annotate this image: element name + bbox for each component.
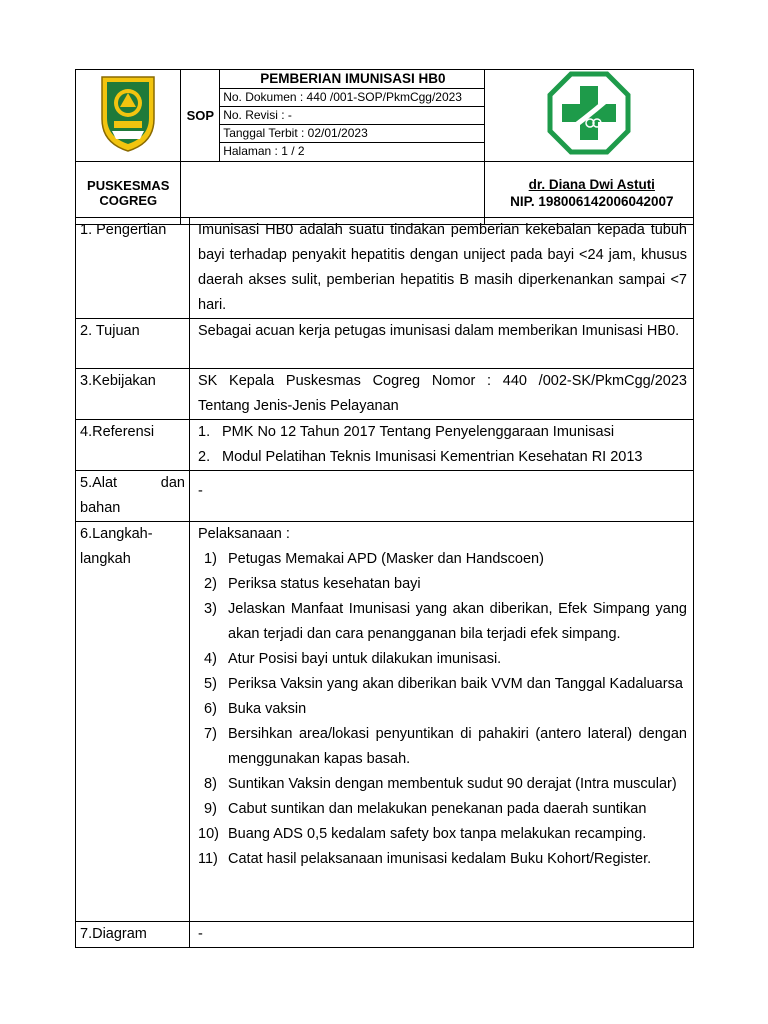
list-item: 4) Atur Posisi bayi untuk dilakukan imunisasi. [204,651,502,667]
issue-date: Tanggal Terbit : 02/01/2023 [220,125,483,143]
sop-document [75,69,694,955]
list-item: 1) Petugas Memakai APD (Masker dan Handscoen) [204,551,544,567]
section-label-pengertian: 1. Pengertian [76,218,190,319]
list-item: 2) Periksa status kesehatan bayi [204,576,421,592]
list-item: 8) Suntikan Vaksin dengan membentuk sudut 90 derajat (Intra muscular) [204,776,677,792]
page-number: Halaman : 1 / 2 [223,144,305,158]
list-item: 5) Periksa Vaksin yang akan diberikan baik VVM dan Tanggal Kadaluarsa [204,676,683,692]
list-item: 7) Bersihkan area/lokasi penyuntikan di pahakiri (antero lateral) dengan menggunakan kapas basah. [204,726,687,767]
section-text-diagram: - [190,922,694,948]
steps-heading: Pelaksanaan : [198,526,290,542]
list-item: 10) Buang ADS 0,5 kedalam safety box tanpa melakukan recamping. [198,826,647,842]
section-label-kebijakan: 3.Kebijakan [76,369,190,420]
sop-header-table [75,69,694,225]
kemkes-logo-icon [546,70,632,156]
section-text-pengertian: Imunisasi HB0 adalah suatu tindakan pemberian kekebalan kepada tubuh bayi terhadap penyakit hepatitis dengan uniject pada bayi <24 jam, khusus daerah akses sulit, pemberian hepatitis B masih diperkenankan sampai <7 hari. [190,218,694,319]
blank-cell [181,162,484,225]
section-text-tujuan: Sebagai acuan kerja petugas imunisasi dalam memberikan Imunisasi HB0. [190,319,694,369]
signer-nip: NIP. 198006142006042007 [510,194,674,209]
section-label-alat: 5.Alat dan bahan [76,471,190,522]
list-item: 11) Catat hasil pelaksanaan imunisasi kedalam Buku Kohort/Register. [198,851,652,867]
organization-name: PUSKESMAS COGREG [76,162,181,225]
section-label-langkah: 6.Langkah- langkah [76,522,190,922]
list-item: 9) Cabut suntikan dan melakukan penekanan pada daerah suntikan [204,801,647,817]
signer-block [484,162,693,225]
section-steps-langkah [190,522,694,922]
bogor-regency-seal-icon [98,73,158,153]
document-meta [220,70,484,162]
sop-content-table [75,217,694,948]
list-item: 1. PMK No 12 Tahun 2017 Tentang Penyelenggaraan Imunisasi [198,424,615,440]
regency-logo-cell [76,70,181,162]
list-item: 3) Jelaskan Manfaat Imunisasi yang akan diberikan, Efek Simpang yang akan terjadi dan cara penangganan bila terjadi efek simpang. [204,601,687,642]
kemkes-logo-cell [484,70,693,162]
section-text-kebijakan: SK Kepala Puskesmas Cogreg Nomor : 440 /002-SK/PkmCgg/2023 Tentang Jenis-Jenis Pelayanan [190,369,694,420]
revision-number: No. Revisi : - [220,107,483,125]
sop-label: SOP [181,70,220,162]
document-number: No. Dokumen : 440 /001-SOP/PkmCgg/2023 [220,89,483,107]
section-list-referensi [190,420,694,471]
list-item: 6) Buka vaksin [204,701,307,717]
document-title: PEMBERIAN IMUNISASI HB0 [260,71,446,86]
signer-name: dr. Diana Dwi Astuti [528,177,655,192]
list-item: 2. Modul Pelatihan Teknis Imunisasi Kementrian Kesehatan RI 2013 [198,449,643,465]
section-label-referensi: 4.Referensi [76,420,190,471]
section-label-tujuan: 2. Tujuan [76,319,190,369]
section-text-alat: - [190,471,694,522]
section-label-diagram: 7.Diagram [76,922,190,948]
